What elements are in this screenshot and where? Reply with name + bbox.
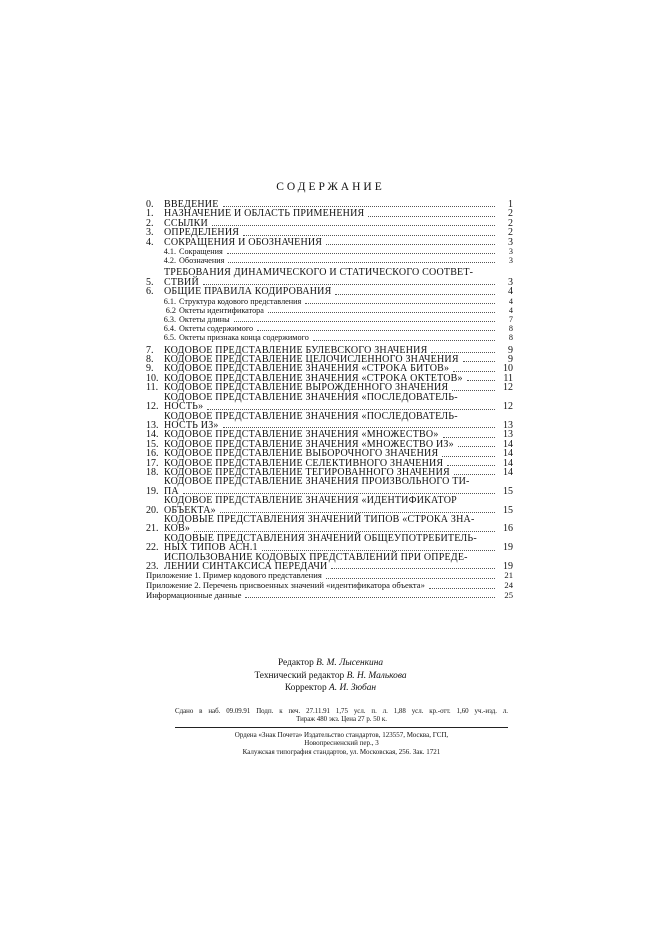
- toc-entry-text-line-2: НОСТЬ»: [164, 401, 204, 413]
- toc-entry: [146, 553, 513, 572]
- tech-editor-line: [0, 670, 661, 683]
- toc-entry-text: КОДОВОЕ ПРЕДСТАВЛЕНИЕ ЗНАЧЕНИЯ «МНОЖЕСТВО»: [164, 429, 439, 441]
- toc-entry-number: 11.: [146, 382, 159, 394]
- toc-entry-text: Октеты длины: [179, 315, 230, 325]
- toc-entry-page: 4: [508, 305, 513, 315]
- toc-entry-text: ССЫЛКИ: [164, 217, 208, 229]
- toc-entry-page: 4: [508, 286, 513, 298]
- toc-entry-text: КОДОВОЕ ПРЕДСТАВЛЕНИЕ ЦЕЛОЧИСЛЕННОГО ЗНАЧЕНИЯ: [164, 354, 459, 366]
- toc-entry: [146, 315, 513, 324]
- leader-dots: [454, 473, 495, 475]
- toc-entry-text-line-2: КОВ»: [164, 523, 191, 535]
- toc-entry-page: 25: [504, 589, 513, 600]
- publisher-line-2: Новопресненский пер., 3: [304, 739, 379, 748]
- toc-entry-text: НАЗНАЧЕНИЕ И ОБЛАСТЬ ПРИМЕНЕНИЯ: [164, 208, 365, 220]
- toc-entry-number: 6.4.: [163, 324, 176, 334]
- toc-entry: [146, 534, 513, 553]
- toc-entry: [146, 247, 513, 256]
- leader-dots: [234, 320, 495, 322]
- toc-entry-number: 0.: [146, 199, 154, 210]
- toc-entry-number: 12.: [146, 401, 159, 413]
- toc-entry-page: 14: [503, 438, 513, 450]
- leader-dots: [245, 596, 495, 598]
- credits: [0, 657, 661, 695]
- toc-entry-text: СОКРАЩЕНИЯ И ОБОЗНАЧЕНИЯ: [164, 236, 323, 248]
- toc-entry-number: 10.: [146, 372, 159, 384]
- toc-entry-text: КОДОВОЕ ПРЕДСТАВЛЕНИЕ СЕЛЕКТИВНОГО ЗНАЧЕНИЯ: [164, 457, 444, 469]
- toc-entry-text-line-1: КОДОВОЕ ПРЕДСТАВЛЕНИЕ ЗНАЧЕНИЯ «ПОСЛЕДОВАТЕЛЬ-: [164, 391, 458, 403]
- toc-entry-number: 9.: [146, 363, 154, 375]
- toc-entry-text: [164, 393, 499, 412]
- toc-entry-number: 2.: [146, 217, 154, 229]
- toc-entry-text: Октеты признака конца содержимого: [179, 333, 309, 343]
- toc-entry-page: 4: [508, 296, 513, 306]
- imprint-line-1: Сдано в наб. 09.09.91 Подп. к печ. 27.11.91 1,75 усл. п. л. 1,88 усл. кр.-отт. 1,60 уч.-изд. л.: [175, 708, 508, 715]
- toc-entry-page: 15: [503, 504, 513, 516]
- toc-entry-page: 12: [503, 382, 513, 394]
- toc-entry-page: 15: [503, 485, 513, 497]
- toc-entry-text-line-2: ПА: [164, 485, 179, 497]
- toc-entry-text-line-1: ТРЕБОВАНИЯ ДИНАМИЧЕСКОГО И СТАТИЧЕСКОГО СООТВЕТ-: [164, 267, 474, 279]
- leader-dots: [443, 436, 495, 438]
- toc-entry: [146, 477, 513, 496]
- toc-entry-text-line-1: КОДОВЫЕ ПРЕДСТАВЛЕНИЯ ЗНАЧЕНИЙ ТИПОВ «СТРОКА ЗНА-: [164, 513, 475, 525]
- toc-entry-number: 18.: [146, 466, 159, 478]
- toc-entry-text: [164, 515, 499, 534]
- leader-dots: [429, 587, 495, 589]
- toc-entry: [146, 515, 513, 534]
- tech-editor-label: Технический редактор: [254, 670, 345, 681]
- toc-entry-text: Приложение 1. Пример кодового представления: [146, 570, 322, 581]
- toc-entry-page: 9: [508, 354, 513, 366]
- toc-entry-text: КОДОВОЕ ПРЕДСТАВЛЕНИЕ ВЫРОЖДЕННОГО ЗНАЧЕНИЯ: [164, 382, 449, 394]
- publisher-info: [175, 731, 508, 756]
- leader-dots: [442, 455, 495, 457]
- toc-entry-text: Октеты содержимого: [179, 324, 254, 334]
- leader-dots: [194, 530, 495, 532]
- imprint-line-2: Тираж 480 экз. Цена 27 р. 50 к.: [296, 716, 387, 724]
- corrector-line: [0, 682, 661, 695]
- corrector-label: Корректор: [284, 683, 327, 694]
- toc-entry-text-line-1: КОДОВОЕ ПРЕДСТАВЛЕНИЕ ЗНАЧЕНИЯ «ИДЕНТИФИКАТОР: [164, 495, 457, 507]
- toc-entry: [146, 268, 513, 287]
- toc-entry-number: 4.: [146, 236, 154, 248]
- toc-entry: [146, 238, 513, 247]
- leader-dots: [228, 261, 495, 263]
- toc-entry-number: 16.: [146, 448, 159, 460]
- toc-entry-number: 4.2.: [163, 256, 176, 266]
- print-imprint: [175, 708, 508, 725]
- toc-entry-number: 23.: [146, 561, 159, 573]
- toc-entry-text-line-2: ОБЪЕКТА»: [164, 504, 216, 516]
- toc-entry-page: 24: [504, 580, 513, 591]
- toc-entry-page: 19: [503, 542, 513, 554]
- leader-dots: [305, 302, 495, 304]
- toc-entry-number: 1.: [146, 208, 154, 220]
- toc-entry-page: 9: [508, 344, 513, 356]
- toc-entry: [146, 591, 513, 601]
- toc-entry-text: Сокращения: [179, 247, 223, 257]
- toc-entry-text: [164, 268, 499, 287]
- toc-entry-page: 10: [503, 363, 513, 375]
- toc-entry-text: ОПРЕДЕЛЕНИЯ: [164, 227, 240, 239]
- toc-entry-page: 14: [503, 457, 513, 469]
- toc-entry: [146, 306, 513, 315]
- leader-dots: [326, 243, 495, 245]
- leader-dots: [463, 360, 495, 362]
- toc-entry-page: 13: [503, 419, 513, 431]
- leader-dots: [207, 408, 495, 410]
- toc-entry-text-line-2: СТВИЙ: [164, 276, 199, 288]
- toc-entry: [146, 256, 513, 265]
- toc-entry-text-line-2: ЛЕНИИ СИНТАКСИСА ПЕРЕДАЧИ: [164, 561, 328, 573]
- toc-entry-page: 2: [508, 227, 513, 239]
- toc-entry-text: КОДОВОЕ ПРЕДСТАВЛЕНИЕ ТЕГИРОВАННОГО ЗНАЧЕНИЯ: [164, 466, 450, 478]
- toc-entry-number: 6.1.: [163, 296, 176, 306]
- toc-entry-text-line-1: ИСПОЛЬЗОВАНИЕ КОДОВЫХ ПРЕДСТАВЛЕНИЙ ПРИ ОПРЕДЕ-: [164, 551, 468, 563]
- toc-entry-number: 21.: [146, 523, 159, 535]
- toc-entry-page: 13: [503, 429, 513, 441]
- table-of-contents: [146, 200, 513, 600]
- toc-entry-text: КОДОВОЕ ПРЕДСТАВЛЕНИЕ ЗНАЧЕНИЯ «СТРОКА БИТОВ»: [164, 363, 450, 375]
- editor-label: Редактор: [277, 658, 314, 668]
- toc-entry-number: 3.: [146, 227, 154, 239]
- toc-entry-page: 14: [503, 448, 513, 460]
- toc-entry-page: 1: [508, 199, 513, 210]
- leader-dots: [243, 234, 495, 236]
- leader-dots: [220, 511, 495, 513]
- leader-dots: [331, 567, 495, 569]
- toc-entry: [146, 412, 513, 431]
- toc-entry-number: 17.: [146, 457, 159, 469]
- leader-dots: [227, 252, 495, 254]
- leader-dots: [212, 224, 495, 226]
- toc-entry-page: 8: [508, 324, 513, 334]
- toc-entry-text: КОДОВОЕ ПРЕДСТАВЛЕНИЕ ЗНАЧЕНИЯ «МНОЖЕСТВО ИЗ»: [164, 438, 454, 450]
- toc-entry-text: [164, 412, 499, 431]
- toc-entry-text: Информационные данные: [146, 589, 242, 600]
- toc-entry-number: 19.: [146, 485, 159, 497]
- toc-entry-number: 8.: [146, 354, 154, 366]
- leader-dots: [368, 215, 495, 217]
- leader-dots: [223, 426, 495, 428]
- publisher-line-3: Калужская типография стандартов, ул. Московская, 256. Зак. 1721: [242, 747, 441, 756]
- toc-entry-number: 15.: [146, 438, 159, 450]
- toc-entry-text: [164, 534, 499, 553]
- toc-title: СОДЕРЖАНИЕ: [276, 181, 385, 193]
- toc-entry-page: 19: [503, 561, 513, 573]
- toc-entry-page: 16: [503, 523, 513, 535]
- toc-entry-text-line-1: КОДОВОЕ ПРЕДСТАВЛЕНИЕ ЗНАЧЕНИЯ «ПОСЛЕДОВАТЕЛЬ-: [164, 410, 458, 422]
- toc-entry-text-line-2: НОСТЬ ИЗ»: [164, 419, 219, 431]
- leader-dots: [262, 549, 495, 551]
- toc-entry-number: 4.1.: [163, 247, 176, 257]
- toc-entry-number: 14.: [146, 429, 159, 441]
- toc-entry-page: 3: [508, 247, 513, 257]
- toc-entry-page: 8: [508, 333, 513, 343]
- toc-entry-text: [164, 553, 499, 572]
- leader-dots: [183, 492, 495, 494]
- toc-entry-page: 2: [508, 208, 513, 220]
- toc-entry-text: [164, 496, 499, 515]
- toc-entry-page: 7: [508, 315, 513, 325]
- toc-entry: [146, 333, 513, 342]
- leader-dots: [313, 339, 495, 341]
- toc-entry-number: 5.: [146, 276, 154, 288]
- editor-line: [0, 657, 661, 670]
- toc-entry-page: 14: [503, 466, 513, 478]
- toc-entry-text: Обозначения: [179, 256, 225, 266]
- toc-entry-text: Структура кодового представления: [179, 296, 302, 306]
- leader-dots: [447, 464, 495, 466]
- toc-entry-text-line-1: КОДОВЫЕ ПРЕДСТАВЛЕНИЯ ЗНАЧЕНИЙ ОБЩЕУПОТРЕБИТЕЛЬ-: [164, 532, 477, 544]
- toc-entry-text: [164, 477, 499, 496]
- toc-entry-number: 7.: [146, 344, 154, 356]
- toc-entry-text: Приложение 2. Перечень присвоенных значений «идентификатора объекта»: [146, 580, 425, 591]
- leader-dots: [268, 311, 495, 313]
- leader-dots: [458, 445, 495, 447]
- leader-dots: [223, 205, 495, 207]
- leader-dots: [452, 389, 495, 391]
- tech-editor-name: В. Н. Малькова: [346, 670, 407, 681]
- toc-entry-number: 20.: [146, 504, 159, 516]
- toc-entry: [146, 324, 513, 333]
- leader-dots: [467, 379, 495, 381]
- toc-entry-number: 6.3.: [163, 315, 176, 325]
- toc-entry-text: КОДОВОЕ ПРЕДСТАВЛЕНИЕ ЗНАЧЕНИЯ «СТРОКА ОКТЕТОВ»: [164, 372, 463, 384]
- toc-entry-text-line-1: КОДОВОЕ ПРЕДСТАВЛЕНИЕ ЗНАЧЕНИЯ ПРОИЗВОЛЬНОГО ТИ-: [164, 476, 470, 488]
- toc-entry: [146, 393, 513, 412]
- divider-rule: [175, 727, 508, 728]
- toc-entry-text: КОДОВОЕ ПРЕДСТАВЛЕНИЕ ВЫБОРОЧНОГО ЗНАЧЕНИЯ: [164, 448, 439, 460]
- toc-entry-text: КОДОВОЕ ПРЕДСТАВЛЕНИЕ БУЛЕВСКОГО ЗНАЧЕНИЯ: [164, 344, 428, 356]
- corrector-name: А. И. Зюбан: [329, 683, 377, 694]
- toc-entry: [146, 297, 513, 306]
- toc-entry-text: ОБЩИЕ ПРАВИЛА КОДИРОВАНИЯ: [164, 286, 332, 298]
- toc-entry-page: 12: [503, 401, 513, 413]
- toc-entry-text-line-2: НЫХ ТИПОВ АСН.1: [164, 542, 258, 554]
- toc-entry-page: 21: [504, 570, 513, 581]
- toc-entry-number: 22.: [146, 542, 159, 554]
- toc-entry-page: 11: [503, 372, 513, 384]
- toc-entry-page: 3: [508, 276, 513, 288]
- toc-entry-text: ВВЕДЕНИЕ: [164, 199, 219, 210]
- toc-entry-page: 3: [508, 236, 513, 248]
- toc-entry: [146, 287, 513, 296]
- leader-dots: [335, 293, 495, 295]
- toc-entry-page: 2: [508, 217, 513, 229]
- publisher-line-1: Ордена «Знак Почета» Издательство стандартов, 123557, Москва, ГСП,: [234, 731, 449, 739]
- toc-entry: [146, 496, 513, 515]
- leader-dots: [203, 283, 495, 285]
- toc-entry-number: 6.2: [165, 305, 176, 315]
- leader-dots: [453, 370, 495, 372]
- leader-dots: [326, 577, 495, 579]
- toc-entry-number: 6.5.: [163, 333, 176, 343]
- editor-name: В. М. Лысенкина: [316, 658, 384, 668]
- toc-entry-number: 13.: [146, 419, 159, 431]
- toc-entry-page: 3: [508, 256, 513, 266]
- leader-dots: [431, 351, 495, 353]
- toc-entry-text: Октеты идентификатора: [179, 305, 264, 315]
- toc-entry-number: 6.: [146, 286, 154, 298]
- leader-dots: [257, 329, 495, 331]
